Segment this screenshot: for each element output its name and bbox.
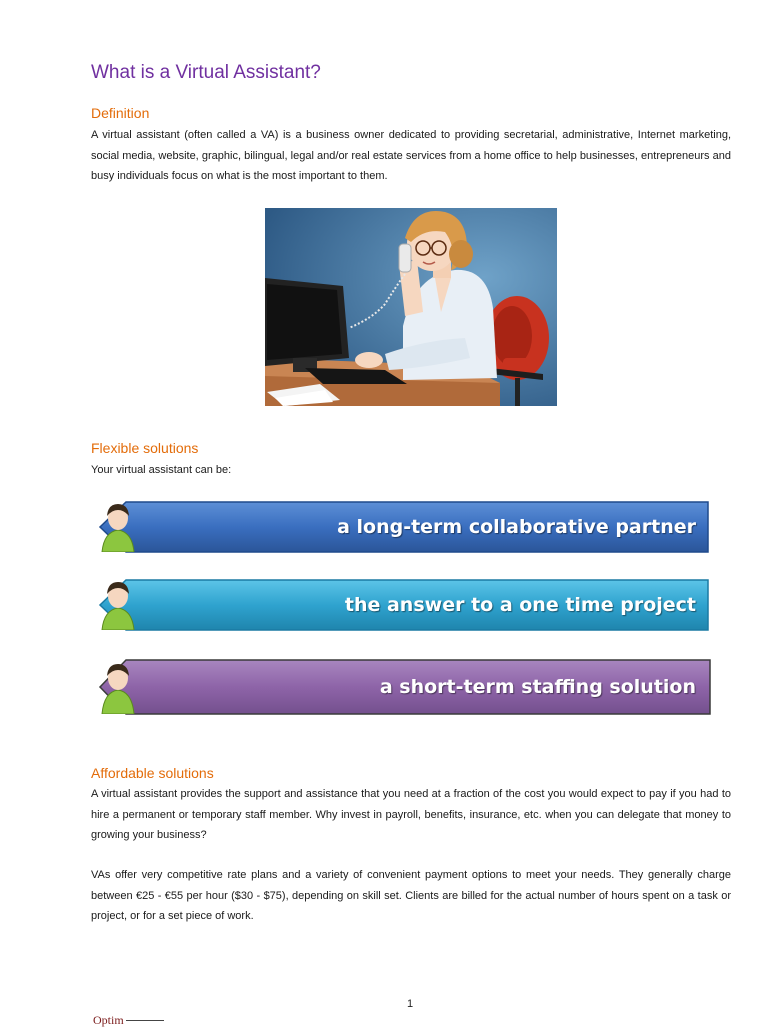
person-avatar-icon — [98, 658, 138, 714]
banner-label: a long-term collaborative partner — [337, 516, 696, 538]
banner-label: a short-term staffing solution — [379, 676, 696, 698]
virtual-assistant-illustration — [265, 208, 557, 406]
footer-logo-rule — [126, 1020, 164, 1021]
definition-heading: Definition — [91, 105, 150, 121]
page-title: What is a Virtual Assistant? — [91, 62, 321, 83]
option-banner-staffing — [98, 658, 710, 716]
option-banner-project — [98, 578, 710, 632]
affordable-paragraph-1: A virtual assistant provides the support and assistance that you need at a fraction of the cost you would expect to pay if you had to hire a permanent or temporary staff member. Why invest in payroll, benefits, insurance, etc. when you can delegate that money to growing your business? — [91, 788, 731, 841]
banner-label: the answer to a one time project — [344, 594, 696, 616]
affordable-paragraph-2: VAs offer very competitive rate plans and a variety of convenient payment options to meet your needs. They generally charge between €25 - €55 per hour ($30 - $75), depending on skill set. Clients are billed for the actual number of hours spent on a task or project, or for a set piece of work. — [91, 869, 731, 922]
flexible-intro: Your virtual assistant can be: — [91, 464, 232, 476]
footer-logo: Optim — [93, 1013, 124, 1027]
flexible-heading: Flexible solutions — [91, 440, 199, 456]
person-avatar-icon — [98, 500, 138, 552]
person-avatar-icon — [98, 578, 138, 630]
definition-text: A virtual assistant (often called a VA) is a business owner dedicated to providing secretarial, administrative, Internet marketing, social media, website, graphic, bilingual, legal and/or real estate services from a home office to help businesses, entrepreneurs and busy individuals focus on what is the most important to them. — [91, 129, 731, 182]
page-number: 1 — [406, 998, 414, 1010]
affordable-heading: Affordable solutions — [91, 765, 214, 781]
option-banner-partner — [98, 500, 710, 554]
